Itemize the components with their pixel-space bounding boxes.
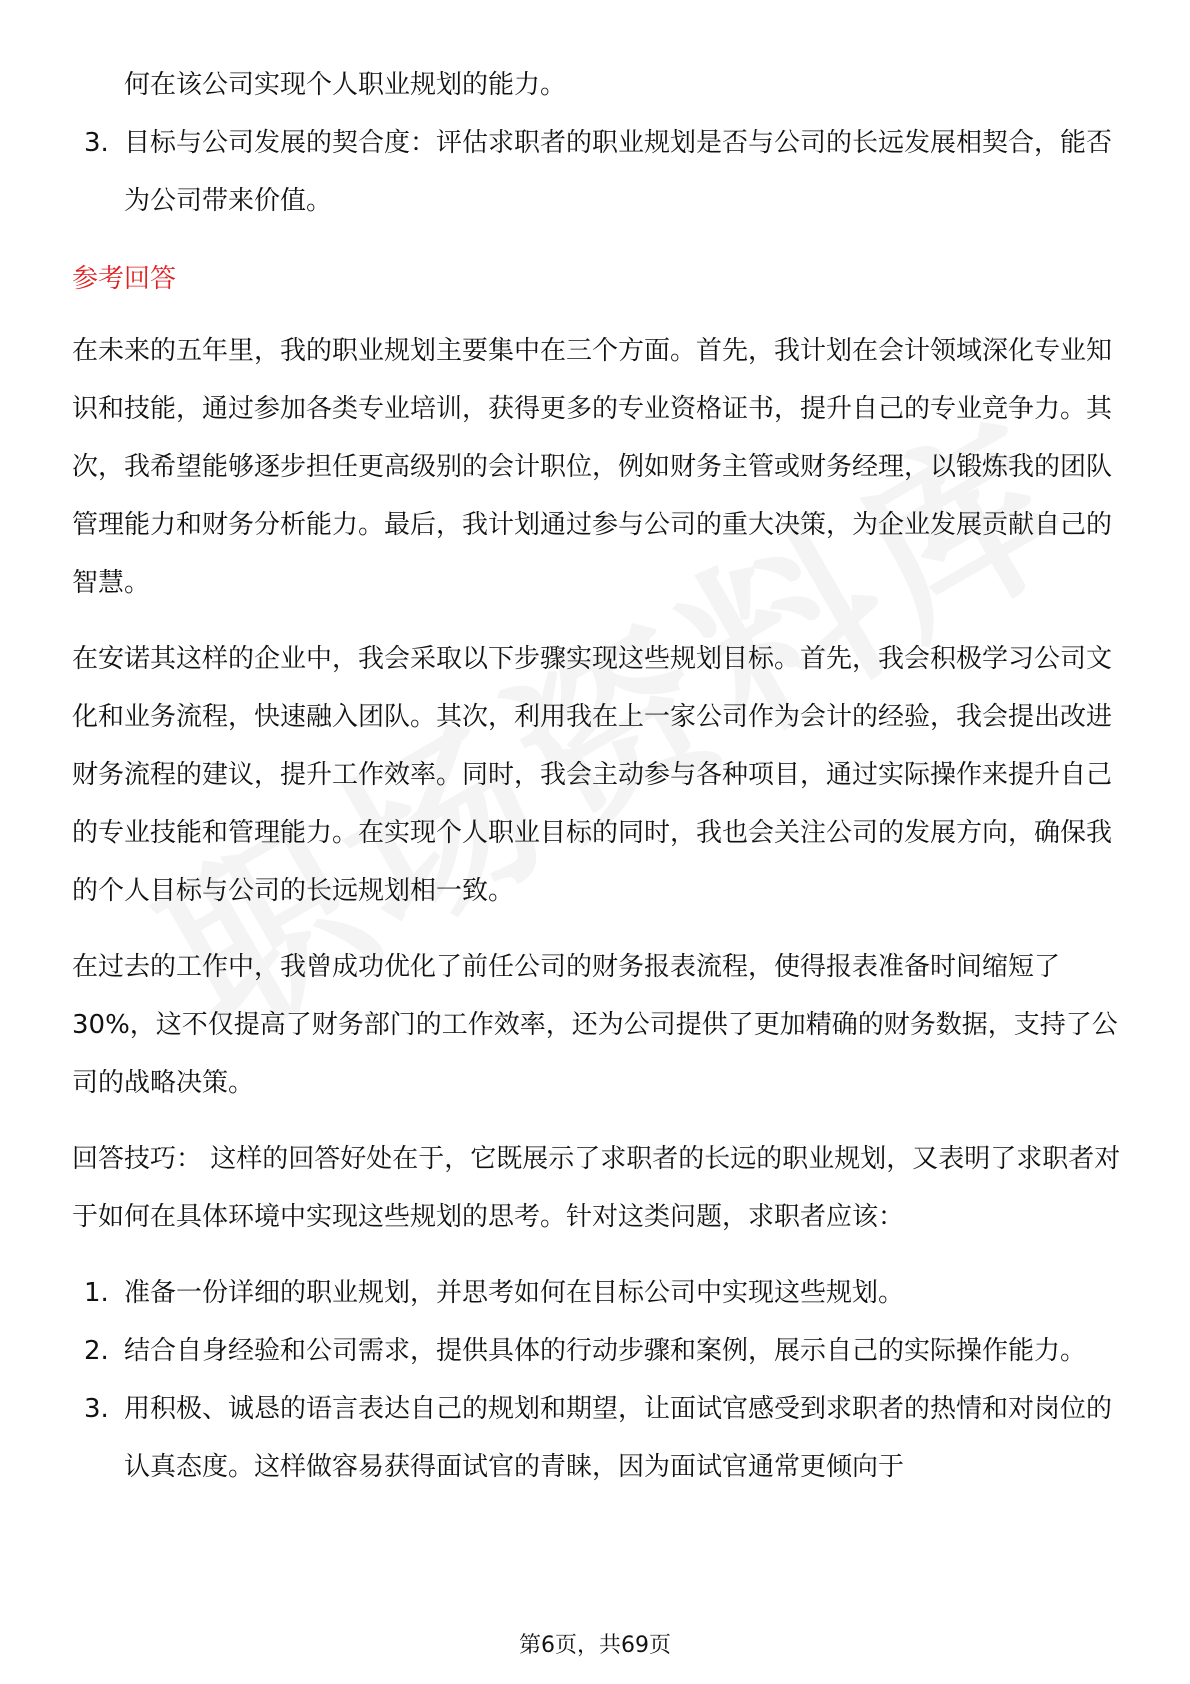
paragraph-implementation: 在安诺其这样的企业中，我会采取以下步骤实现这些规划目标。首先，我会积极学习公司文化和业务流程，快速融入团队。其次，利用我在上一家公司作为会计的经验，我会提出改进财务流程的建议，提升工作效率。同时，我会主动参与各种项目，通过实际操作来提升自己的专业技能和管理能力。在实现个人职业目标的同时，我也会关注公司的发展方向，确保我的个人目标与公司的长远规划相一致。	[72, 644, 1113, 906]
list-item	[72, 1264, 1122, 1322]
paragraph-tips-intro: 回答技巧： 这样的回答好处在于，它既展示了求职者的长远的职业规划，又表明了求职者对于如何在具体环境中实现这些规划的思考。针对这类问题，求职者应该：	[72, 1144, 1121, 1232]
paragraph-achievement: 在过去的工作中，我曾成功优化了前任公司的财务报表流程，使得报表准备时间缩短了30%，这不仅提高了财务部门的工作效率，还为公司提供了更加精确的财务数据，支持了公司的战略决策。	[72, 952, 1118, 1098]
paragraph-career-plan: 在未来的五年里，我的职业规划主要集中在三个方面。首先，我计划在会计领域深化专业知识和技能，通过参加各类专业培训，获得更多的专业资格证书，提升自己的专业竞争力。其次，我希望能够逐步担任更高级别的会计职位，例如财务主管或财务经理，以锻炼我的团队管理能力和财务分析能力。最后，我计划通过参与公司的重大决策，为企业发展贡献自己的智慧。	[72, 336, 1113, 598]
section-title: 参考回答	[72, 264, 177, 294]
list-item-text: 用积极、诚恳的语言表达自己的规划和期望，让面试官感受到求职者的热情和对岗位的认真态度。这样做容易获得面试官的青睐，因为面试官通常更倾向于	[124, 1394, 1113, 1482]
page-content	[72, 56, 1122, 1496]
list-item	[72, 1322, 1122, 1380]
continued-list-item-text: 何在该公司实现个人职业规划的能力。	[124, 70, 567, 100]
page-footer: 第6页，共69页	[519, 1633, 671, 1658]
list-item-text: 准备一份详细的职业规划，并思考如何在目标公司中实现这些规划。	[124, 1278, 905, 1308]
list-item	[72, 1380, 1122, 1496]
list-item	[72, 114, 1122, 230]
list-item-text: 目标与公司发展的契合度：评估求职者的职业规划是否与公司的长远发展相契合，能否为公司带来价值。	[124, 128, 1113, 216]
list-item-number: 3.	[84, 1394, 109, 1424]
list-item-number: 2.	[84, 1336, 109, 1366]
list-item-number: 1.	[84, 1278, 109, 1308]
list-item-number: 3.	[84, 128, 109, 158]
list-item-text: 结合自身经验和公司需求，提供具体的行动步骤和案例，展示自己的实际操作能力。	[124, 1336, 1087, 1366]
